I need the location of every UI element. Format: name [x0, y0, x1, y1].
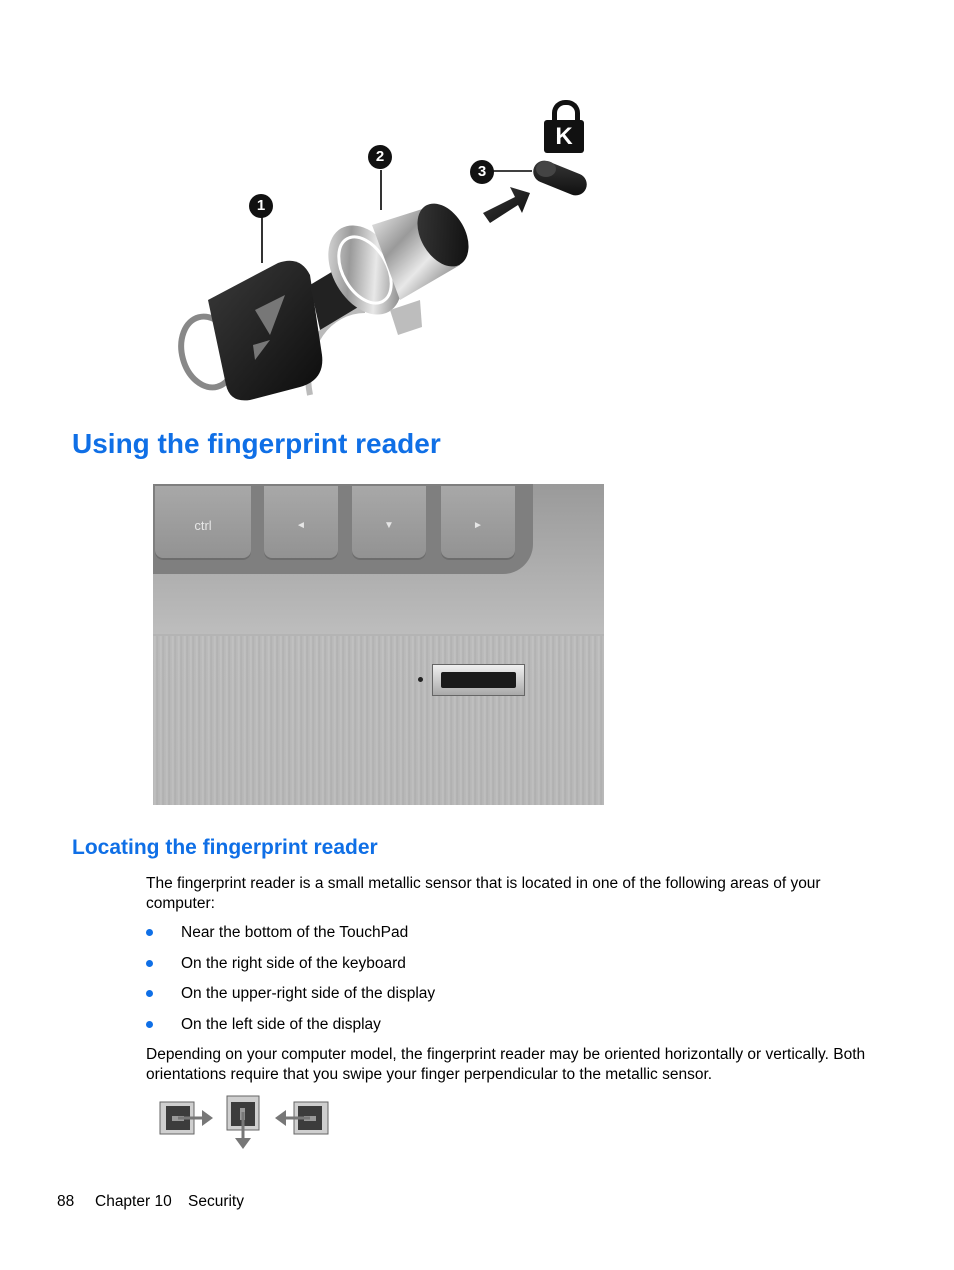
footer-chapter: Chapter 10 — [95, 1193, 172, 1210]
bullet-icon — [146, 929, 153, 936]
bullet-icon — [146, 1021, 153, 1028]
ctrl-key: ctrl — [155, 486, 251, 560]
kensington-lock-icon — [544, 100, 584, 154]
right-arrow-key: ► — [441, 486, 515, 560]
swipe-right-icon — [158, 1100, 214, 1136]
left-arrow-key: ◄ — [264, 486, 338, 560]
section-title: Using the fingerprint reader — [72, 428, 441, 459]
fingerprint-led-icon — [418, 677, 423, 682]
callout-2: 2 — [368, 145, 392, 169]
lock-letter: K — [555, 123, 573, 150]
fingerprint-sensor — [432, 664, 525, 696]
fingerprint-reader-photo — [153, 484, 604, 805]
bullet-icon — [146, 960, 153, 967]
callout-3: 3 — [470, 160, 494, 184]
down-arrow-key: ▼ — [352, 486, 426, 560]
security-cable-lock-illustration — [160, 95, 600, 405]
swipe-down-icon — [225, 1094, 261, 1150]
orientation-paragraph: Depending on your computer model, the fingerprint reader may be oriented horizontally or vertically. Both orientations require that you swipe your finger perpendicular to the metallic sensor. — [146, 1046, 866, 1083]
swipe-left-icon — [274, 1100, 330, 1136]
subsection-title: Locating the fingerprint reader — [72, 836, 378, 859]
intro-paragraph: The fingerprint reader is a small metallic sensor that is located in one of the following areas of your computer: — [146, 875, 821, 912]
footer-section: Security — [188, 1193, 244, 1210]
bullet-icon — [146, 990, 153, 997]
callout-1: 1 — [249, 194, 273, 218]
page-number: 88 — [57, 1193, 75, 1210]
